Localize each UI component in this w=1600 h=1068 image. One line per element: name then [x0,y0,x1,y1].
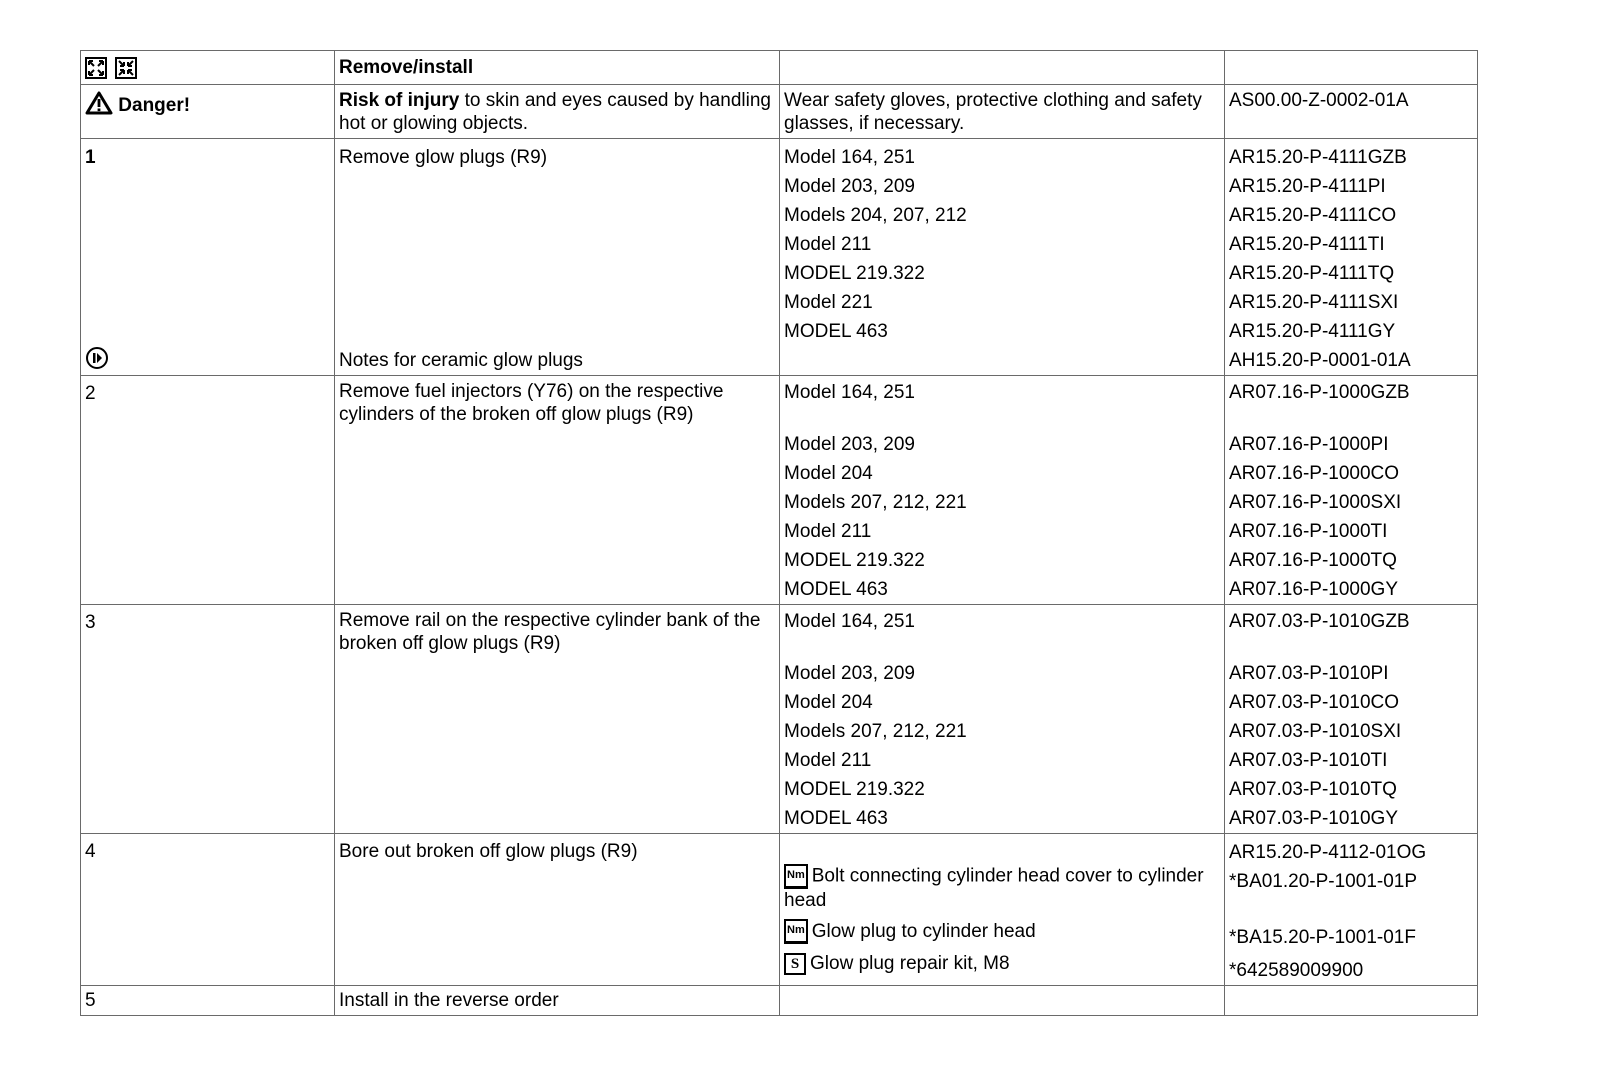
step-1-model: Model 211 [784,234,872,255]
step-1-model: MODEL 463 [784,321,888,342]
step-1-model: Model 221 [784,292,873,313]
step-1-row [81,139,1478,376]
step-1-ref[interactable]: AR15.20-P-4111SXI [1229,292,1399,313]
step-2-models-cell [780,376,1225,605]
step-2-model: Model 204 [784,463,873,484]
step-2-model: MODEL 219.322 [784,550,925,571]
step-3-ref[interactable]: AR07.03-P-1010GY [1229,808,1398,829]
danger-row [81,85,1478,139]
step-1-ref[interactable]: AR15.20-P-4111PI [1229,176,1386,197]
step-3-model: Model 203, 209 [784,663,915,684]
step-3-model: Models 207, 212, 221 [784,721,967,742]
step-4-item-1-text: Bolt connecting cylinder head cover to cylinder head [784,865,1204,911]
danger-risk-cell [335,85,780,139]
step-4-item-2-text: Glow plug to cylinder head [811,921,1036,942]
collapse-icon[interactable] [115,57,137,79]
danger-risk-text: to skin and eyes caused by handling hot or glowing objects. [339,90,771,134]
step-3-ref[interactable]: AR07.03-P-1010CO [1229,692,1400,713]
step-5-number: 5 [81,986,335,1016]
step-2-refs-cell [1225,376,1478,605]
step-3-models-cell [780,605,1225,834]
step-2-model: Models 207, 212, 221 [784,492,967,513]
step-3-ref[interactable]: AR07.03-P-1010TQ [1229,779,1397,800]
step-4-text: Bore out broken off glow plugs (R9) [335,834,780,986]
step-1-note-icon-wrap [85,346,330,375]
danger-label: Danger! [118,95,191,117]
danger-ref[interactable]: AS00.00-Z-0002-01A [1225,85,1478,139]
torque-nm-icon: Nm [784,919,808,944]
step-1-text: Remove glow plugs (R9) [339,147,548,168]
step-1-ref[interactable]: AR15.20-P-4111GZB [1229,147,1407,168]
step-3-ref[interactable]: AR07.03-P-1010SXI [1229,721,1402,742]
step-4-ref-1[interactable]: *BA01.20-P-1001-01P [1229,871,1418,892]
header-icons-cell [81,51,335,85]
step-2-row [81,376,1478,605]
step-2-ref[interactable]: AR07.16-P-1000CO [1229,463,1400,484]
step-3-model: MODEL 219.322 [784,779,925,800]
step-1-number [81,139,335,376]
step-3-row [81,605,1478,834]
step-4-item-3-text: Glow plug repair kit, M8 [810,953,1010,974]
step-2-ref[interactable]: AR07.16-P-1000TQ [1229,550,1397,571]
step-4-row [81,834,1478,986]
repair-document [80,50,1477,1016]
step-1-model: Models 204, 207, 212 [784,205,967,226]
step-1-model: Model 164, 251 [784,147,915,168]
step-5-empty-4 [1225,986,1478,1016]
step-2-model: Model 164, 251 [784,382,915,403]
step-3-refs-cell [1225,605,1478,834]
header-empty-3 [780,51,1225,85]
step-3-text: Remove rail on the respective cylinder bank of the broken off glow plugs (R9) [335,605,780,834]
step-4-ref-0[interactable]: AR15.20-P-4112-01OG [1229,842,1427,863]
step-1-model: Model 203, 209 [784,176,915,197]
danger-measure: Wear safety gloves, protective clothing and safety glasses, if necessary. [780,85,1225,139]
step-3-model: MODEL 463 [784,808,888,829]
step-1-note-ref[interactable]: AH15.20-P-0001-01A [1229,350,1411,371]
step-1-refs-cell [1225,139,1478,376]
step-3-model: Model 164, 251 [784,611,915,632]
step-5-row [81,986,1478,1016]
step-4-ref-2[interactable]: *BA15.20-P-1001-01F [1229,927,1416,948]
header-empty-4 [1225,51,1478,85]
step-3-ref[interactable]: AR07.03-P-1010GZB [1229,611,1410,632]
step-2-text: Remove fuel injectors (Y76) on the respective cylinders of the broken off glow plugs (R9) [335,376,780,605]
step-2-ref[interactable]: AR07.16-P-1000SXI [1229,492,1402,513]
step-3-ref[interactable]: AR07.03-P-1010TI [1229,750,1388,771]
step-3-model: Model 211 [784,750,872,771]
step-5-empty-3 [780,986,1225,1016]
step-1-models-cell [780,139,1225,376]
header-row [81,51,1478,85]
danger-label-cell [81,85,335,139]
step-2-model: Model 203, 209 [784,434,915,455]
step-3-number: 3 [81,605,335,834]
danger-risk-bold: Risk of injury [339,90,460,111]
step-5-text: Install in the reverse order [335,986,780,1016]
step-3-ref[interactable]: AR07.03-P-1010PI [1229,663,1389,684]
procedure-table [80,50,1478,1016]
step-4-item-3 [784,951,1220,977]
step-3-model: Model 204 [784,692,873,713]
step-2-model: MODEL 463 [784,579,888,600]
step-2-ref[interactable]: AR07.16-P-1000PI [1229,434,1389,455]
step-1-text-cell [335,139,780,376]
header-title: Remove/install [335,51,780,85]
expand-icon[interactable] [85,57,107,79]
step-4-item-1 [784,864,1220,913]
special-tool-icon: S [784,953,806,975]
step-4-refs-cell [1225,834,1478,986]
step-2-number: 2 [81,376,335,605]
step-1-ref[interactable]: AR15.20-P-4111CO [1229,205,1397,226]
step-2-ref[interactable]: AR07.16-P-1000TI [1229,521,1388,542]
step-1-ref[interactable]: AR15.20-P-4111TQ [1229,263,1395,284]
warning-triangle-icon [85,91,113,121]
step-4-number: 4 [81,834,335,986]
step-4-items-cell [780,834,1225,986]
step-4-ref-3[interactable]: *642589009900 [1229,960,1364,981]
step-4-item-2 [784,919,1220,945]
step-1-note-text: Notes for ceramic glow plugs [339,350,583,371]
info-circle-icon [85,346,109,379]
step-2-ref[interactable]: AR07.16-P-1000GZB [1229,382,1410,403]
step-1-ref[interactable]: AR15.20-P-4111TI [1229,234,1385,255]
step-1-ref[interactable]: AR15.20-P-4111GY [1229,321,1396,342]
torque-nm-icon: Nm [784,864,808,889]
step-2-model: Model 211 [784,521,872,542]
step-2-ref[interactable]: AR07.16-P-1000GY [1229,579,1398,600]
step-1-model: MODEL 219.322 [784,263,925,284]
step-1-num-text: 1 [85,147,96,168]
